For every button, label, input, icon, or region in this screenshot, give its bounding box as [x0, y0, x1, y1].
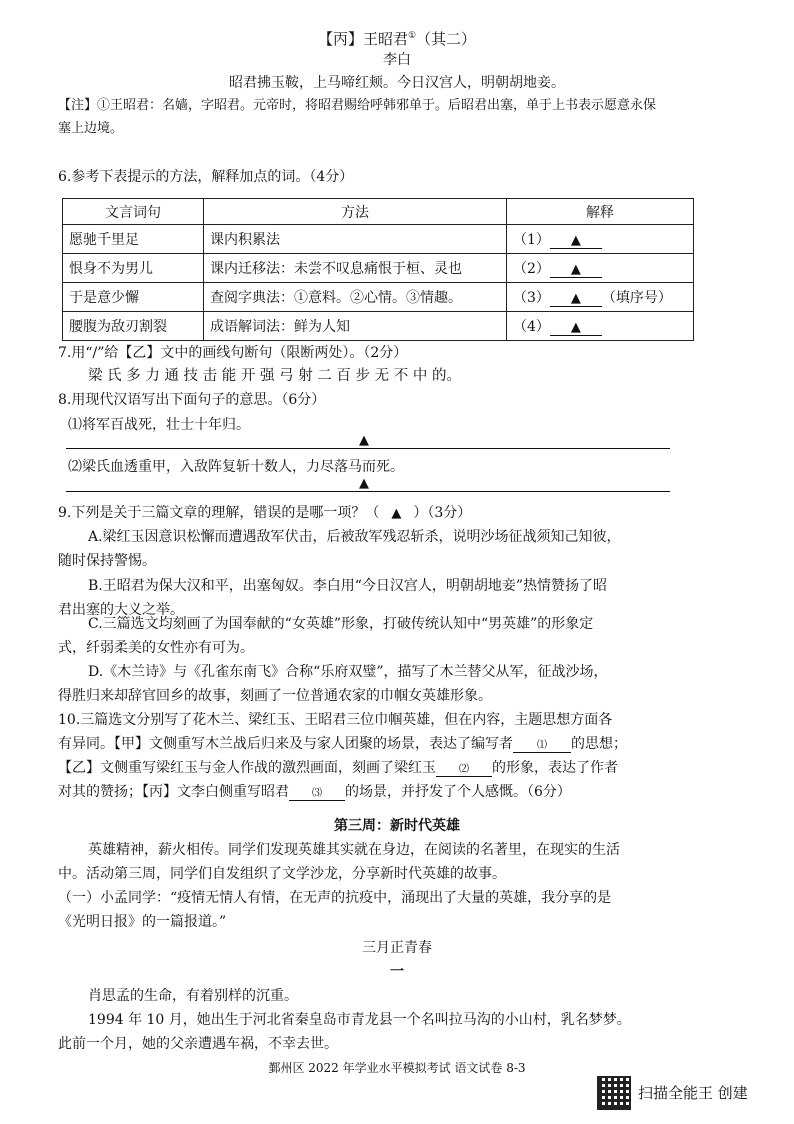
poem-note-line-2: 塞上边境。	[58, 121, 124, 136]
q8-sentence-2: ⑵梁氏血透重甲，入敌阵复斩十数人，力尽落马而死。	[68, 459, 404, 475]
triangle-icon: ▲	[359, 476, 369, 491]
q9-option-d: D.《木兰诗》与《孔雀东南飞》合称“乐府双璧”，描写了木兰替父从军，征战沙场，	[88, 664, 608, 680]
article-para-3: 此前一个月，她的父亲遭遇车祸，不幸去世。	[58, 1036, 338, 1052]
q9-option-c-cont: 式，纤弱柔美的女性亦有可为。	[58, 640, 254, 656]
week3-para-4: 《光明日报》的一篇报道。”	[58, 914, 227, 930]
answer-cell: （2） ▲	[507, 254, 694, 283]
triangle-icon: ▲	[570, 262, 581, 277]
table-row	[63, 225, 694, 254]
q9-option-a-cont: 随时保持警惕。	[58, 553, 156, 569]
table-header-row	[63, 199, 694, 225]
method-cell: 课内迁移法：未尝不叹息痛恨于桓、灵也	[204, 254, 507, 283]
answer-blank[interactable]	[550, 293, 602, 307]
poem-author: 李白	[383, 52, 411, 68]
answer-cell: （3） ▲ （填序号）	[507, 283, 694, 312]
triangle-icon: ▲	[359, 433, 369, 448]
col-header-answer: 解释	[507, 199, 694, 225]
page-footer: 鄞州区 2022 年学业水平模拟考试 语文试卷 8-3	[268, 1061, 526, 1075]
method-cell: 课内积累法	[204, 225, 507, 254]
q8-prompt: 8.用现代汉语写出下面句子的意思。（6分）	[58, 392, 326, 408]
q10-line-2: 有异同。【甲】文侧重写木兰战后归来及与家人团聚的场景，表达了编写者 ⑴ 的思想；	[58, 736, 627, 752]
col-header-method: 方法	[204, 199, 507, 225]
q6-table	[62, 198, 694, 341]
answer-blank[interactable]	[550, 235, 602, 249]
q7-prompt: 7.用“/”给【乙】文中的画线句断句（限断两处）。（2分）	[58, 345, 408, 361]
q10-blank-1[interactable]: ⑴	[513, 740, 571, 753]
q6-prompt: 6.参考下表提示的方法，解释加点的词。（4分）	[58, 169, 354, 185]
triangle-icon: ▲	[391, 506, 402, 521]
answer-line-1[interactable]	[66, 448, 670, 449]
article-section-number: 一	[390, 964, 404, 980]
method-cell: 成语解词法：鲜为人知	[204, 312, 507, 341]
week3-para-1: 英雄精神，薪火相传。同学们发现英雄其实就在身边，在阅读的名著里，在现实的生活	[88, 842, 620, 858]
triangle-icon: ▲	[570, 320, 581, 335]
answer-blank[interactable]	[550, 264, 602, 278]
article-para-1: 肖思孟的生命，有着别样的沉重。	[88, 988, 298, 1004]
q10-line-3: 【乙】文侧重写梁红玉与金人作战的激烈画面，刻画了梁红玉 ⑵ 的形象，表达了作者	[58, 760, 618, 776]
triangle-icon: ▲	[570, 291, 581, 306]
col-header-phrase: 文言词句	[63, 199, 204, 225]
q10-blank-2[interactable]: ⑵	[436, 764, 492, 777]
q9-option-d-cont: 得胜归来却辞官回乡的故事，刻画了一位普通农家的巾帼女英雄形象。	[58, 688, 492, 704]
poem-title: 【丙】王昭君①（其二）	[317, 30, 477, 48]
qr-code-icon	[597, 1076, 631, 1110]
triangle-icon: ▲	[570, 233, 581, 248]
phrase-cell: 愿驰千里足	[63, 225, 204, 254]
answer-cell: （4） ▲	[507, 312, 694, 341]
answer-line-2[interactable]	[66, 491, 670, 492]
answer-blank[interactable]	[550, 322, 602, 336]
week3-para-3: （一）小孟同学：“疫情无情人有情，在无声的抗疫中，涌现出了大量的英雄，我分享的是	[58, 890, 612, 906]
q9-option-b: B.王昭君为保大汉和平，出塞匈奴。李白用“今日汉宫人，明朝胡地妾”热情赞扬了昭	[88, 578, 608, 594]
q10-line-1: 10.三篇选文分别写了花木兰、梁红玉、王昭君三位巾帼英雄，但在内容，主题思想方面各	[58, 712, 613, 728]
q8-sentence-1: ⑴将军百战死，壮士十年归。	[68, 417, 250, 433]
article-title: 三月正青春	[362, 940, 432, 956]
table-row	[63, 312, 694, 341]
poem-verse: 昭君拂玉鞍，上马啼红颊。今日汉宫人，明朝胡地妾。	[229, 75, 565, 91]
week3-title: 第三周：新时代英雄	[334, 818, 460, 834]
table-row	[63, 254, 694, 283]
q9-option-c: C.三篇选文均刻画了为国奉献的“女英雄”形象，打破传统认知中“男英雄”的形象定	[88, 616, 594, 632]
q10-line-4: 对其的赞扬；【丙】文李白侧重写昭君 ⑶ 的场景，并抒发了个人感慨。（6分）	[58, 784, 571, 800]
scanner-watermark: 扫描全能王 创建	[638, 1084, 748, 1102]
poem-note-line-1: 【注】①王昭君：名嫱，字昭君。元帝时，将昭君赐给呼韩邪单于。后昭君出塞，单于上书表示愿意永保	[58, 98, 657, 113]
phrase-cell: 恨身不为男儿	[63, 254, 204, 283]
week3-para-2: 中。活动第三周，同学们自发组织了文学沙龙，分享新时代英雄的故事。	[58, 866, 506, 882]
q9-answer-blank[interactable]	[379, 503, 413, 524]
method-cell: 查阅字典法：①意料。②心情。③情趣。	[204, 283, 507, 312]
q9-option-b-cont: 君出塞的大义之举。	[58, 602, 184, 618]
phrase-cell: 于是意少懈	[63, 283, 204, 312]
q10-blank-3[interactable]: ⑶	[289, 788, 345, 801]
q7-sentence: 梁 氏 多 力 通 技 击 能 开 强 弓 射 二 百 步 无 不 中 的。	[88, 368, 461, 384]
phrase-cell: 腰腹为敌刃割裂	[63, 312, 204, 341]
answer-cell: （1） ▲	[507, 225, 694, 254]
q9-option-a: A.梁红玉因意识松懈而遭遇敌军伏击，后被敌军残忍斩杀，说明沙场征战须知己知彼，	[88, 529, 621, 545]
article-para-2: 1994 年 10 月，她出生于河北省秦皇岛市青龙县一个名叫拉马沟的小山村，乳名梦梦。	[88, 1012, 631, 1028]
q9-prompt: 9.下列是关于三篇文章的理解，错误的是哪一项？（ ▲ ）（3分）	[58, 503, 471, 524]
table-row	[63, 283, 694, 312]
